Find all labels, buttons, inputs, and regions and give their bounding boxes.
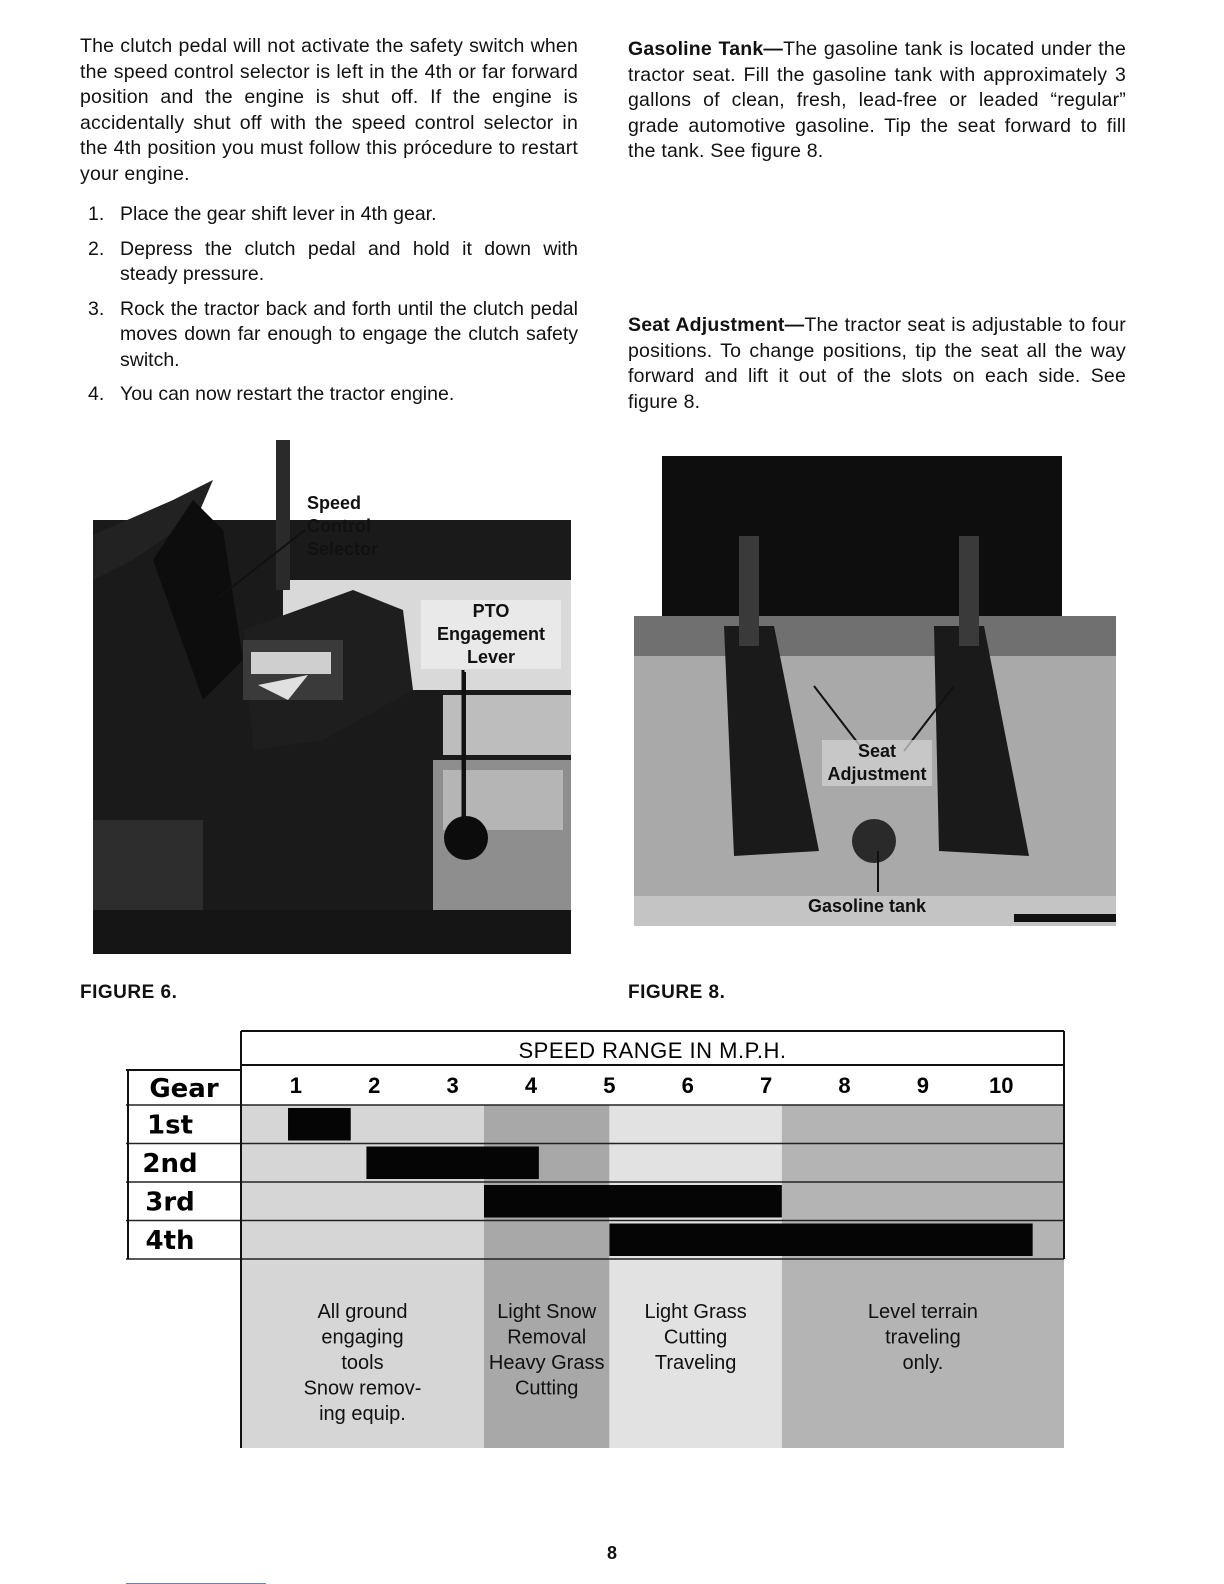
gear-bar-2nd bbox=[366, 1147, 538, 1180]
step-text: Rock the tractor back and forth until the clutch pedal moves down far enough to engage the clutch safety switch. bbox=[120, 297, 578, 371]
zone-shade-4 bbox=[782, 1105, 1064, 1448]
step-number: 2. bbox=[88, 237, 105, 260]
zone-note-1: ing equip. bbox=[319, 1403, 406, 1425]
callout-gasoline-tank: Gasoline tank bbox=[808, 896, 927, 916]
tick-label-1: 1 bbox=[289, 1073, 302, 1098]
tick-label-2: 2 bbox=[368, 1073, 381, 1098]
zone-note-1: All ground bbox=[317, 1301, 408, 1323]
zone-note-4: Level terrain bbox=[867, 1301, 978, 1323]
figure-8-caption: FIGURE 8. bbox=[628, 982, 726, 1003]
zone-note-1: Snow remov- bbox=[303, 1377, 422, 1400]
intro-paragraph: The clutch pedal will not activate the safety switch when the speed control selector is left in the 4th or far forward position and the engine is shut off. If the engine is accidentally shut off with the speed control selector in the 4th position you must follow this prócedure to restart your engine. bbox=[80, 35, 578, 185]
zone-note-3: Cutting bbox=[663, 1326, 728, 1349]
step-number: 3. bbox=[88, 297, 105, 320]
zone-note-3: Light Grass bbox=[644, 1301, 747, 1323]
zone-note-4: traveling bbox=[885, 1326, 961, 1349]
gasoline-tank-text: The gasoline tank is located under the tractor seat. Fill the gasoline tank with approximately 3 gallons of clean, fresh, lead-free or leaded “regular” grade automotive gasoline. Tip the seat forward to fill the tank. See figure 8. bbox=[628, 38, 1126, 162]
tick-label-4: 4 bbox=[524, 1073, 538, 1098]
chart-title: SPEED RANGE IN M.P.H. bbox=[518, 1038, 787, 1063]
zone-note-2: Removal bbox=[507, 1326, 587, 1349]
tick-label-3: 3 bbox=[446, 1073, 459, 1098]
step-text: Depress the clutch pedal and hold it down with steady pressure. bbox=[120, 237, 578, 285]
zone-note-2: Heavy Grass bbox=[488, 1352, 605, 1374]
gear-column-header: Gear bbox=[149, 1074, 219, 1104]
gear-bar-3rd bbox=[484, 1185, 782, 1218]
step-number: 1. bbox=[88, 203, 105, 225]
zone-note-1: engaging bbox=[321, 1326, 404, 1349]
gasoline-tank-heading: Gasoline Tank— bbox=[628, 38, 784, 60]
zone-note-1: tools bbox=[341, 1352, 384, 1374]
tick-label-7: 7 bbox=[760, 1073, 773, 1098]
tick-label-8: 8 bbox=[838, 1073, 851, 1098]
callout-speed-control-selector: Speed Control Selector bbox=[307, 493, 379, 559]
zone-note-2: Light Snow bbox=[497, 1301, 597, 1323]
tick-label-5: 5 bbox=[603, 1073, 616, 1098]
gear-bar-4th bbox=[609, 1224, 1032, 1257]
gear-bar-1st bbox=[288, 1108, 351, 1141]
tick-label-6: 6 bbox=[681, 1073, 694, 1098]
seat-adjustment-text: The tractor seat is adjustable to four positions. To change positions, tip the seat all the way forward and lift it out of the slots on each side. See figure 8. bbox=[628, 314, 1126, 413]
gear-label-2nd: 2nd bbox=[142, 1148, 198, 1179]
gear-label-1st: 1st bbox=[147, 1110, 193, 1141]
tick-label-9: 9 bbox=[916, 1073, 930, 1098]
gear-label-3rd: 3rd bbox=[145, 1187, 195, 1218]
seat-adjustment-heading: Seat Adjustment— bbox=[628, 314, 805, 336]
tick-label-10: 10 bbox=[989, 1073, 1014, 1098]
step-number: 4. bbox=[88, 383, 105, 405]
zone-note-3: Traveling bbox=[654, 1352, 737, 1374]
zone-shade-3 bbox=[609, 1105, 781, 1448]
step-text: Place the gear shift lever in 4th gear. bbox=[120, 203, 437, 225]
page-number: 8 bbox=[606, 1543, 617, 1563]
figure-6-caption: FIGURE 6. bbox=[80, 982, 178, 1003]
callout-pto-engagement-lever: PTO Engagement Lever bbox=[421, 600, 561, 669]
gear-label-4th: 4th bbox=[145, 1225, 195, 1256]
callout-seat-adjustment: Seat Adjustment bbox=[822, 740, 932, 786]
step-text: You can now restart the tractor engine. bbox=[120, 383, 455, 405]
zone-note-4: only. bbox=[902, 1352, 944, 1374]
zone-note-2: Cutting bbox=[514, 1377, 579, 1400]
